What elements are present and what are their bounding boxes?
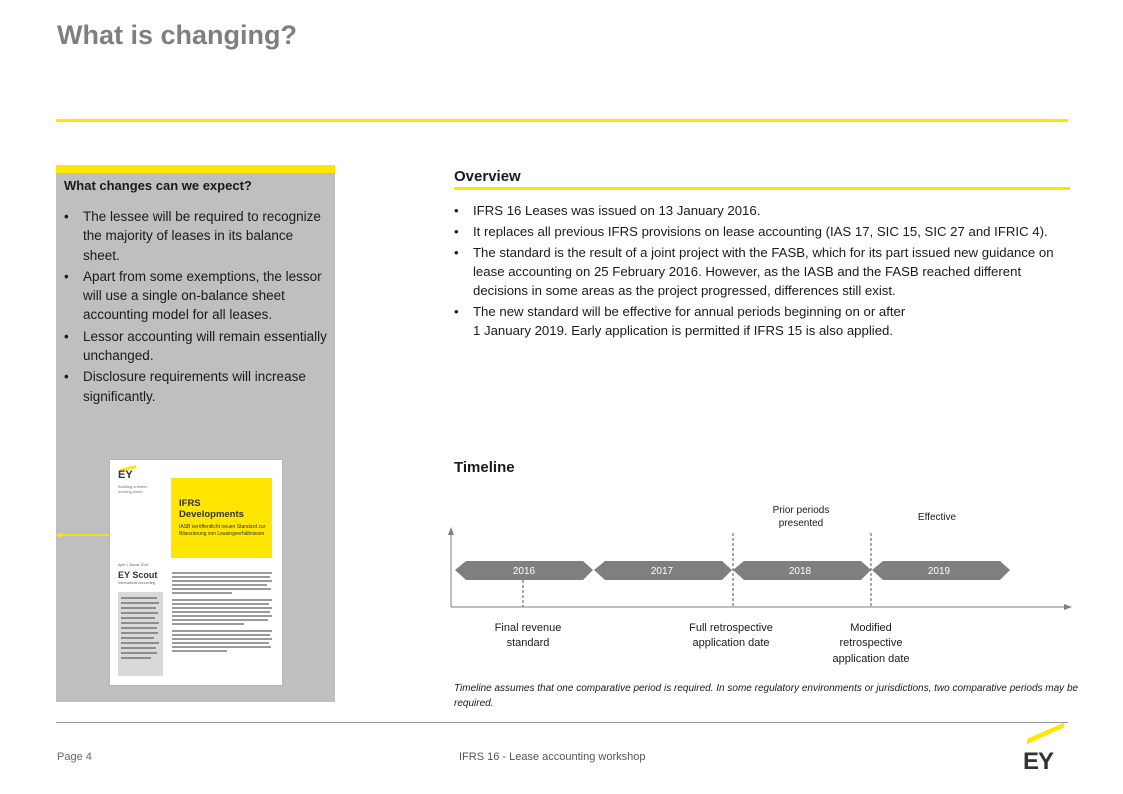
overview-list <box>454 201 1069 342</box>
doc-text-line <box>172 588 271 590</box>
doc-text-line <box>172 611 270 613</box>
footer-title: IFRS 16 - Lease accounting workshop <box>459 751 646 763</box>
doc-text-line <box>172 638 272 640</box>
doc-text-line <box>172 580 272 582</box>
doc-text-line <box>172 584 267 586</box>
doc-subtitle: IASB veröffentlicht neuen Standard zur Bilanzierung von Leasingverhältnissen <box>179 524 266 537</box>
doc-date: April 1 Januar 2016 <box>118 563 149 567</box>
panel-accent-bar <box>56 165 335 173</box>
doc-tagline: Building a better working world <box>118 484 147 494</box>
final-revenue-label-2: standard <box>506 637 550 649</box>
panel-heading: What changes can we expect? <box>64 178 252 193</box>
doc-text-line <box>172 572 272 574</box>
footer-divider <box>56 722 1068 723</box>
list-item-text: It replaces all previous IFRS provisions on lease accounting (IAS 17, SIC 15, SIC 27 and IFRIC 4). <box>473 223 1048 239</box>
list-item <box>64 267 330 325</box>
doc-text-line <box>172 599 272 601</box>
doc-text-line <box>121 647 156 649</box>
doc-text-line <box>121 622 159 624</box>
year-label-2018: 2018 <box>788 566 812 577</box>
prior-periods-label: Prior periods <box>772 505 830 516</box>
modified-retrospective-label-2: retrospective <box>839 637 903 649</box>
year-label-2016: 2016 <box>512 566 536 577</box>
doc-text-line <box>121 607 156 609</box>
doc-series: EY Scout <box>118 570 158 580</box>
doc-text-line <box>172 630 272 632</box>
timeline-note: Timeline assumes that one comparative period is required. In some regulatory environments or jurisdictions, two comparative periods may be required. <box>454 683 1079 709</box>
list-item <box>454 243 1069 301</box>
overview-underline <box>454 187 1070 190</box>
page-number: Page 4 <box>57 751 92 763</box>
doc-sidebar-box <box>118 592 163 676</box>
doc-text-line <box>121 632 158 634</box>
doc-series-sub: International Accounting <box>118 581 156 585</box>
doc-text-line <box>172 623 244 625</box>
list-item-text: Apart from some exemptions, the lessor <box>83 268 322 284</box>
list-item-text: The lessee will be required to recognize the majority of leases in its balance sheet. <box>83 209 321 263</box>
list-item <box>454 201 1069 220</box>
list-item <box>64 367 330 406</box>
doc-text-line <box>172 615 272 617</box>
overview-heading: Overview <box>454 168 521 185</box>
doc-text-line <box>121 627 157 629</box>
effective-label: Effective <box>917 512 957 523</box>
doc-text-line <box>172 607 272 609</box>
ey-slash-icon <box>1027 723 1064 744</box>
timeline-diagram <box>440 495 1080 675</box>
year-label-2017: 2017 <box>650 566 674 577</box>
doc-text-line <box>172 642 269 644</box>
final-revenue-label: Final revenue <box>494 622 562 634</box>
doc-text-line <box>172 592 232 594</box>
doc-text-line <box>121 652 157 654</box>
title-underline <box>56 119 1068 122</box>
doc-text-line <box>172 634 270 636</box>
doc-text-line <box>172 646 271 648</box>
ifrs-developments-thumbnail[interactable] <box>110 460 282 685</box>
list-item-text: The new standard will be effective for annual periods beginning on or after <box>473 303 906 319</box>
doc-text-line <box>172 650 227 652</box>
ey-logo-text: EY <box>1023 748 1054 775</box>
prior-periods-label-2: presented <box>778 518 824 529</box>
doc-text-line <box>121 602 159 604</box>
list-item <box>64 207 330 265</box>
doc-title: IFRS Developments <box>179 498 244 520</box>
arrow-left-icon <box>56 530 111 540</box>
x-axis-arrow-icon <box>1064 604 1072 610</box>
doc-text-line <box>121 597 157 599</box>
y-axis-arrow-icon <box>448 527 454 535</box>
modified-retrospective-label: Modified <box>850 622 892 634</box>
page-title: What is changing? <box>57 20 297 50</box>
doc-text-line <box>121 617 155 619</box>
doc-text-line <box>172 603 269 605</box>
doc-ey-logo: EY <box>118 469 133 481</box>
list-item <box>454 222 1069 241</box>
doc-text-line <box>121 637 154 639</box>
list-item <box>64 327 330 366</box>
doc-text-line <box>121 612 158 614</box>
list-item-text: Disclosure requirements will increase significantly. <box>83 369 306 404</box>
full-retrospective-label: Full retrospective <box>689 622 773 634</box>
timeline-heading: Timeline <box>454 459 515 476</box>
list-item-text: The standard is the result of a joint project with the FASB, which for its part issued new guidance on lease accounting on 25 February 2016. However, as the IASB and the FASB reached different decisions in some areas as the project progressed, differences still exist. <box>473 244 1054 299</box>
list-item-text-continued: will use a single on-balance sheet accounting model for all leases. <box>83 288 285 323</box>
list-item-text: IFRS 16 Leases was issued on 13 January 2016. <box>473 203 761 218</box>
list-item <box>454 302 1069 341</box>
year-label-2019: 2019 <box>927 566 951 577</box>
doc-text-line <box>172 619 268 621</box>
list-item-text: Lessor accounting will remain essentially unchanged. <box>83 328 327 364</box>
list-item-text-continued: 1 January 2019. Early application is permitted if IFRS 15 is also applied. <box>473 323 894 339</box>
doc-text-line <box>121 642 159 644</box>
doc-text-line <box>172 576 270 578</box>
ey-logo <box>1020 730 1068 775</box>
changes-list <box>64 207 330 408</box>
full-retrospective-label-2: application date <box>692 637 770 649</box>
doc-text-line <box>121 657 151 659</box>
modified-retrospective-label-3: application date <box>832 653 910 665</box>
